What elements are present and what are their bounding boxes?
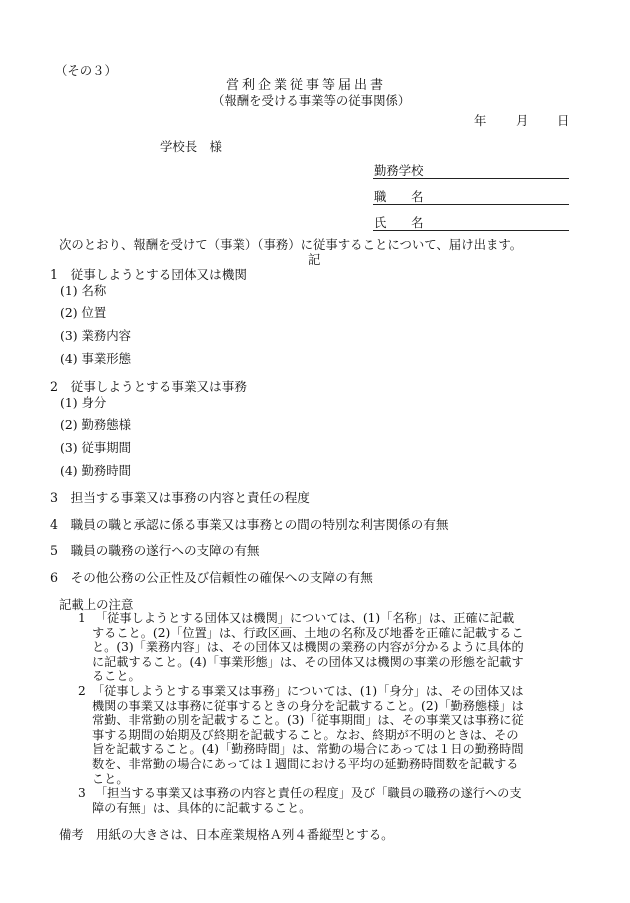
field-name-line[interactable] [373, 230, 569, 231]
intro-text: 次のとおり、報酬を受けて（事業）（事務）に従事することについて、届け出ます。 [59, 237, 523, 252]
section-2-item-1: (1) 身分 [60, 395, 107, 410]
note-2-line: 数を、非常勤の場合にあっては１週間における平均の延勤務時間数を記載する [92, 757, 519, 771]
note-2-line: 機関の事業又は事務に従事するときの身分を記載すること。(2)「勤務態様」は [92, 698, 524, 713]
ki-marker: 記 [308, 252, 321, 267]
note-2-line: 事する期間の始期及び終期を記載すること。なお、終期が不明のときは、その [92, 727, 519, 742]
section-4-heading: 4 職員の職と承認に係る事業又は事務との間の特別な利害関係の有無 [50, 517, 449, 532]
section-5-heading: 5 職員の職務の遂行への支障の有無 [50, 543, 260, 558]
document-title: 営利企業従事等届出書 [226, 78, 387, 93]
section-2-heading: 2 従事しようとする事業又は事務 [50, 379, 247, 394]
field-school-line[interactable] [373, 178, 569, 179]
note-2-number: 2 [78, 684, 86, 698]
section-2-item-3: (3) 従事期間 [60, 440, 132, 455]
section-1-item-3: (3) 業務内容 [60, 328, 132, 343]
form-number: （その３） [55, 63, 117, 78]
date-month-label: 月 [516, 113, 529, 128]
note-2-line: こと。 [92, 771, 129, 786]
field-title-label: 職 名 [374, 189, 424, 204]
section-2-item-2: (2) 勤務態様 [60, 417, 132, 432]
note-1-line: 「従事しようとする団体又は機関」については、(1)「名称」は、正確に記載 [95, 611, 515, 625]
note-1-line: すること。(2)「位置」は、行政区画、土地の名称及び地番を正確に記載するこ [92, 625, 524, 640]
section-1-item-4: (4) 事業形態 [60, 351, 132, 366]
note-3-line: 障の有無」は、具体的に記載すること。 [92, 800, 312, 815]
note-2-line: 常勤、非常勤の別を記載すること。(3)「従事期間」は、その事業又は事務に従 [92, 713, 524, 728]
note-2-line: 旨を記載すること。(4)「勤務時間」は、常勤の場合にあっては１日の勤務時間 [92, 742, 524, 757]
remarks: 備考 用紙の大きさは、日本産業規格Ａ列４番縦型とする。 [59, 827, 394, 842]
date-day-label: 日 [557, 113, 570, 128]
field-school-label: 勤務学校 [374, 163, 424, 178]
notes-title: 記載上の注意 [59, 597, 134, 612]
note-1-line: と。(3)「業務内容」は、その団体又は機関の業務の内容が分かるように具体的 [92, 640, 524, 655]
section-3-heading: 3 担当する事業又は事務の内容と責任の程度 [50, 490, 310, 505]
note-1-number: 1 [78, 611, 86, 625]
note-3-line: 「担当する事業又は事務の内容と責任の程度」及び「職員の職務の遂行への支 [95, 786, 522, 800]
section-6-heading: 6 その他公務の公正性及び信頼性の確保への支障の有無 [50, 570, 373, 585]
field-title-line[interactable] [373, 204, 569, 205]
section-1-item-1: (1) 名称 [60, 283, 107, 298]
date-year-label: 年 [474, 113, 487, 128]
document-subtitle: （報酬を受ける事業等の従事関係） [212, 93, 411, 108]
section-1-item-2: (2) 位置 [60, 305, 107, 320]
note-1-line: ること。 [92, 669, 141, 684]
note-3-number: 3 [78, 786, 86, 800]
note-1-line: に記載すること。(4)「事業形態」は、その団体又は機関の事業の形態を記載す [92, 654, 524, 669]
note-2-line: 「従事しようとする事業又は事務」については、(1)「身分」は、その団体又は [92, 684, 524, 698]
addressee: 学校長 様 [160, 139, 222, 154]
section-2-item-4: (4) 勤務時間 [60, 463, 132, 478]
section-1-heading: 1 従事しようとする団体又は機関 [50, 267, 247, 282]
field-name-label: 氏 名 [374, 215, 424, 230]
